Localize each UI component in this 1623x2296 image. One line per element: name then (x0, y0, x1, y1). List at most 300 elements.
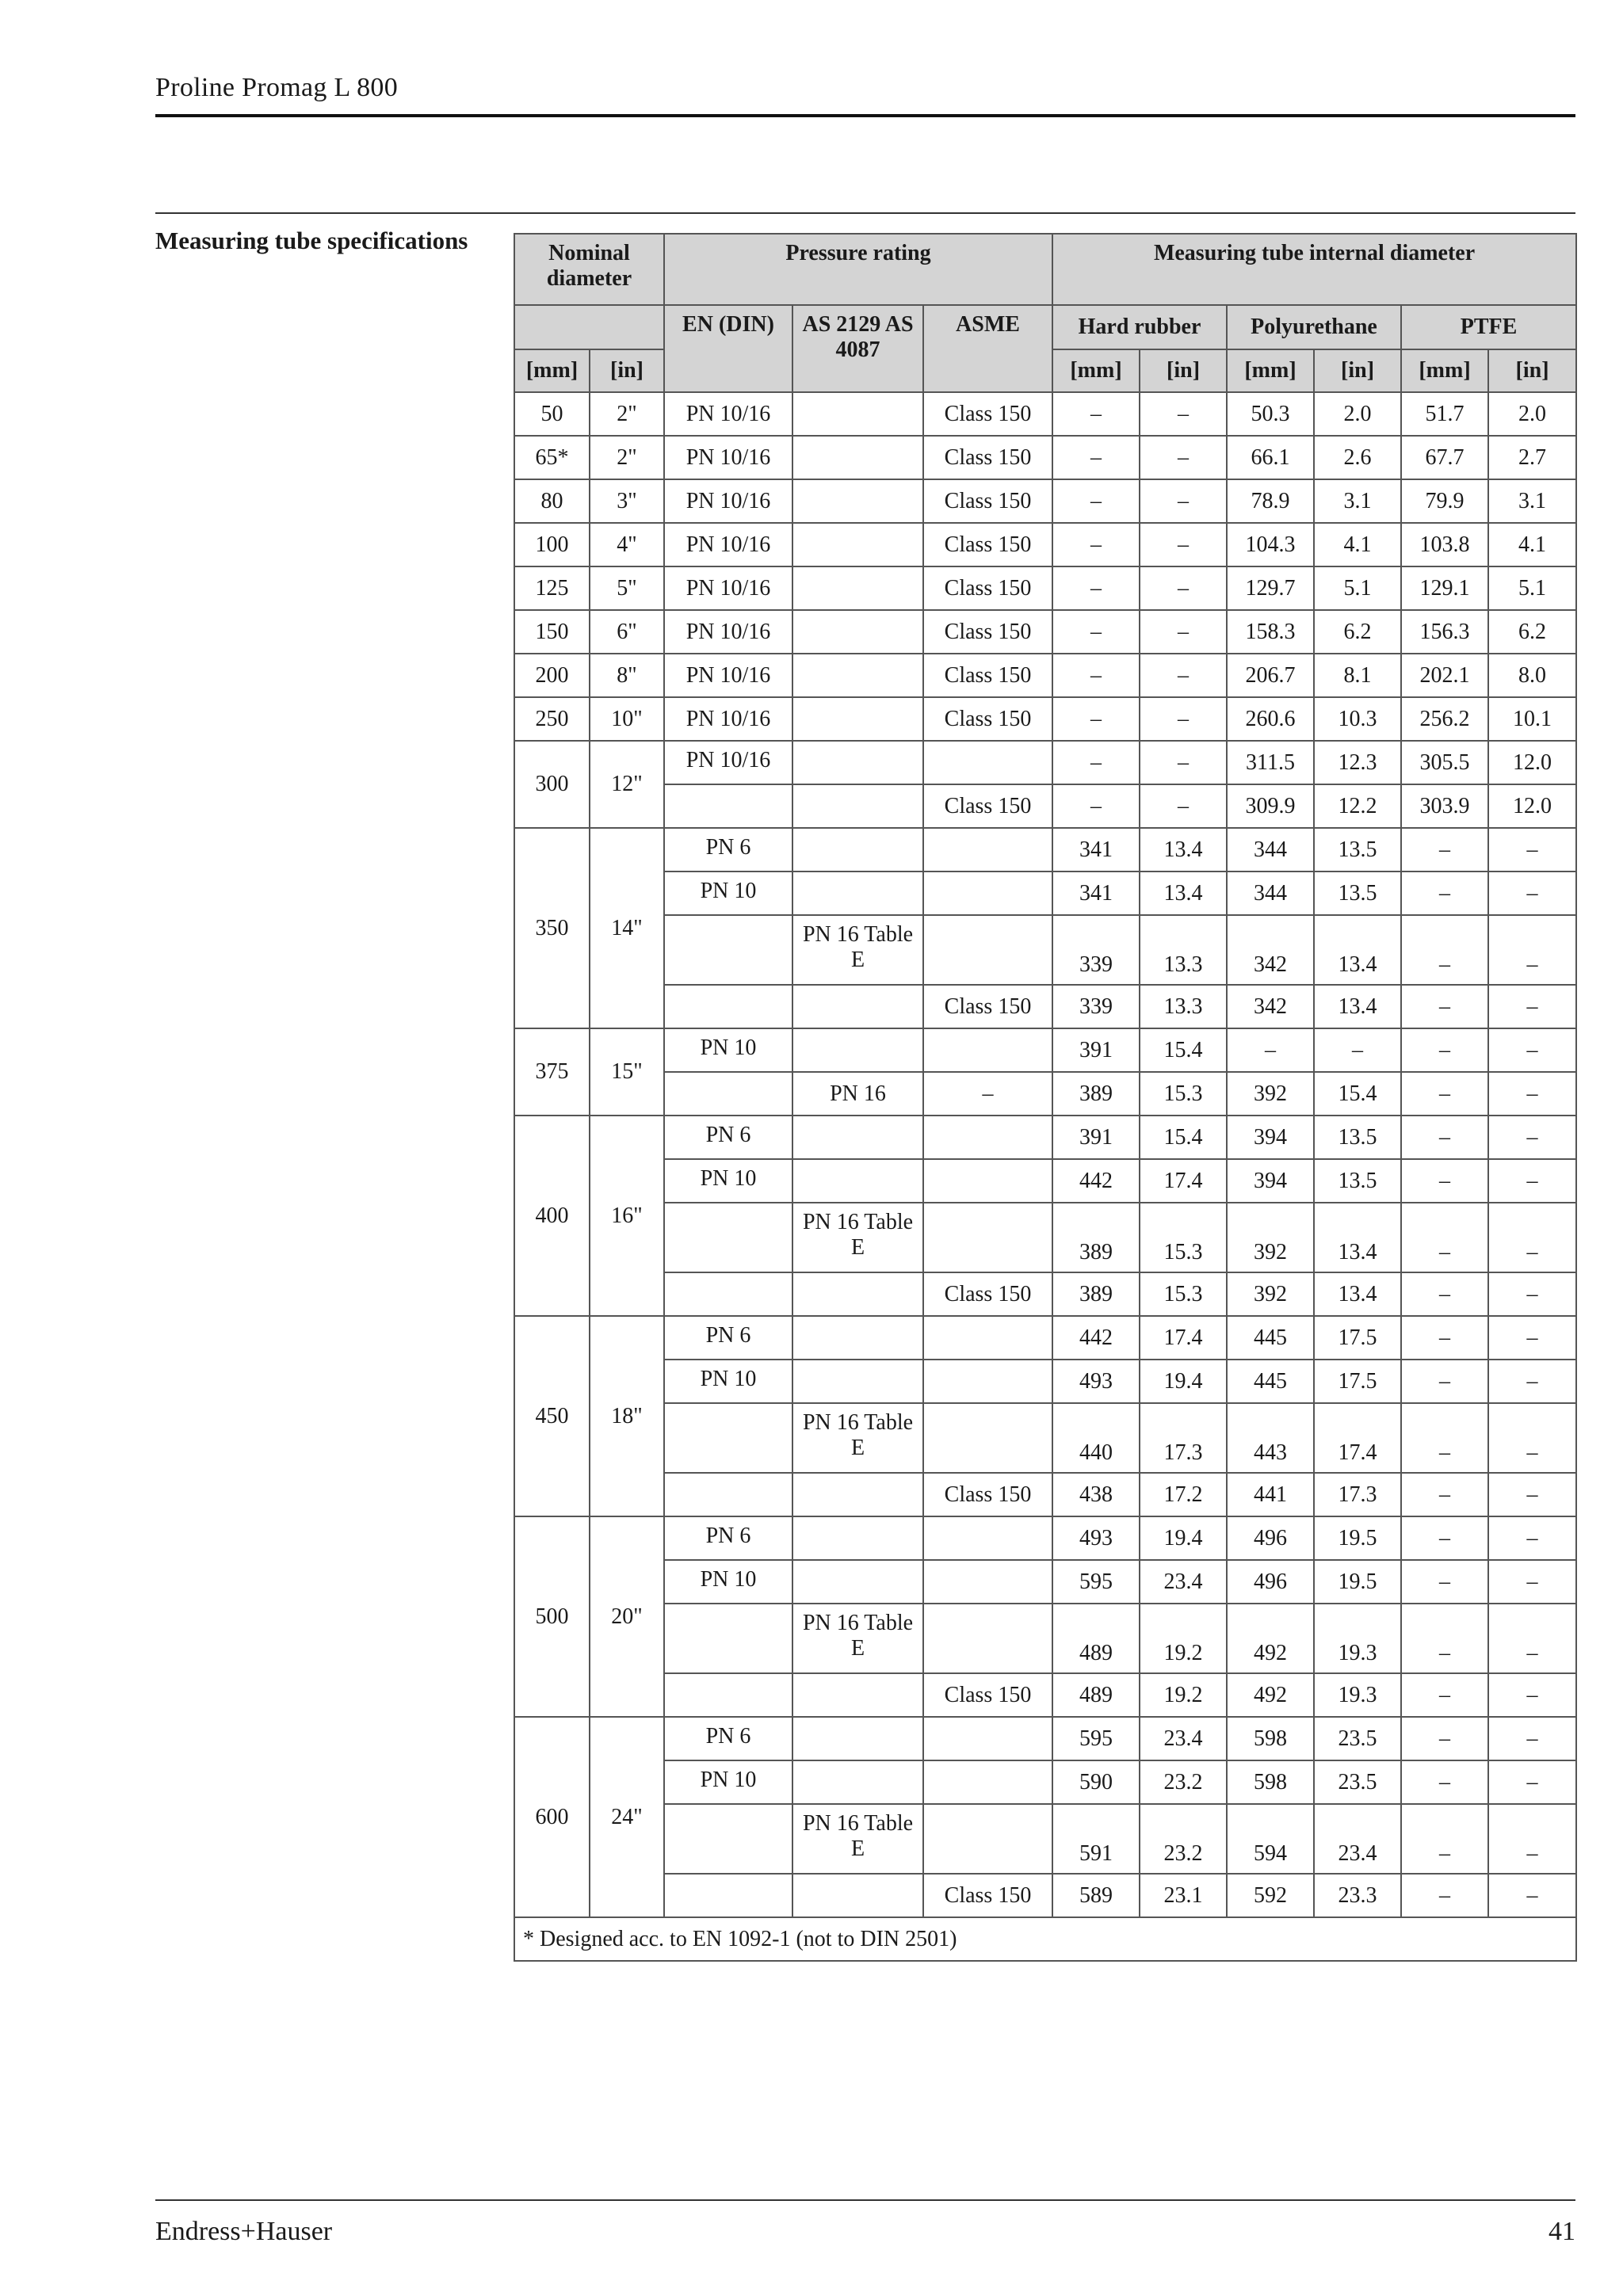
table-cell: 66.1 (1227, 436, 1314, 479)
table-cell: – (1488, 1760, 1576, 1804)
table-row (514, 436, 1576, 479)
table-cell: – (1488, 1116, 1576, 1159)
table-cell (792, 1717, 923, 1760)
table-cell: 3.1 (1314, 479, 1401, 523)
table-cell: 12.0 (1488, 784, 1576, 828)
table-cell: 598 (1227, 1717, 1314, 1760)
table-cell: PN 16 (792, 1072, 923, 1116)
table-cell: – (1488, 1360, 1576, 1403)
table-cell (664, 1804, 792, 1874)
table-cell: – (1488, 1316, 1576, 1360)
table-cell: 342 (1227, 915, 1314, 985)
table-cell (792, 1316, 923, 1360)
header-unit-mm: [mm] (514, 349, 590, 392)
table-row (514, 915, 1576, 985)
table-cell: – (1401, 1760, 1488, 1804)
table-cell: – (923, 1072, 1052, 1116)
table-cell: 23.1 (1140, 1874, 1227, 1917)
table-cell: 13.4 (1314, 1272, 1401, 1316)
table-cell: 23.4 (1140, 1717, 1227, 1760)
table-cell: 13.4 (1140, 828, 1227, 871)
table-cell (923, 828, 1052, 871)
table-cell: 341 (1052, 871, 1140, 915)
table-cell (792, 479, 923, 523)
table-cell: 496 (1227, 1560, 1314, 1604)
table-row (514, 1760, 1576, 1804)
table-cell: – (1401, 1560, 1488, 1604)
table-cell: 339 (1052, 915, 1140, 985)
table-row (514, 871, 1576, 915)
table-cell: PN 10/16 (664, 741, 792, 784)
table-cell: PN 10 (664, 1028, 792, 1072)
table-cell: – (1140, 523, 1227, 566)
table-cell: 17.2 (1140, 1473, 1227, 1516)
table-cell: 13.4 (1314, 915, 1401, 985)
table-cell: Class 150 (923, 566, 1052, 610)
table-cell: – (1488, 1717, 1576, 1760)
table-cell (792, 1272, 923, 1316)
table-cell: 5" (590, 566, 664, 610)
table-cell (923, 1760, 1052, 1804)
table-row (514, 1874, 1576, 1917)
table-cell: Class 150 (923, 1272, 1052, 1316)
table-cell: 389 (1052, 1203, 1140, 1272)
table-cell (923, 1516, 1052, 1560)
table-row (514, 1028, 1576, 1072)
table-cell: 19.3 (1314, 1604, 1401, 1673)
table-cell: 13.5 (1314, 1116, 1401, 1159)
table-cell: – (1140, 784, 1227, 828)
table-cell: 8" (590, 654, 664, 697)
table-cell: – (1401, 1272, 1488, 1316)
table-cell: 12.2 (1314, 784, 1401, 828)
table-cell: 150 (514, 610, 590, 654)
table-cell: 20" (590, 1516, 664, 1717)
table-cell: 129.1 (1401, 566, 1488, 610)
table-cell: 50.3 (1227, 392, 1314, 436)
table-cell (792, 1473, 923, 1516)
table-cell: 12" (590, 741, 664, 828)
table-cell: 13.4 (1314, 985, 1401, 1028)
table-cell: Class 150 (923, 697, 1052, 741)
table-cell: – (1052, 523, 1140, 566)
table-cell: – (1140, 566, 1227, 610)
table-cell: Class 150 (923, 610, 1052, 654)
table-cell: – (1488, 1272, 1576, 1316)
table-cell: 23.4 (1140, 1560, 1227, 1604)
table-cell: PN 10 (664, 1760, 792, 1804)
table-cell: 17.4 (1314, 1403, 1401, 1473)
table-cell: 309.9 (1227, 784, 1314, 828)
table-cell: 492 (1227, 1673, 1314, 1717)
running-header-title: Proline Promag L 800 (155, 73, 398, 102)
table-row (514, 1360, 1576, 1403)
table-cell: – (1401, 1203, 1488, 1272)
table-cell: – (1401, 915, 1488, 985)
table-cell: Class 150 (923, 436, 1052, 479)
table-cell (664, 1473, 792, 1516)
table-cell: PN 10 (664, 1360, 792, 1403)
table-cell: 5.1 (1314, 566, 1401, 610)
table-cell (923, 741, 1052, 784)
table-cell (792, 654, 923, 697)
table-cell: 23.2 (1140, 1760, 1227, 1804)
table-cell: 13.5 (1314, 828, 1401, 871)
table-row (514, 392, 1576, 436)
table-cell: 2" (590, 436, 664, 479)
table-cell: – (1488, 915, 1576, 985)
table-cell: 17.5 (1314, 1360, 1401, 1403)
table-cell (792, 1673, 923, 1717)
table-cell: – (1401, 1072, 1488, 1116)
table-cell (792, 741, 923, 784)
table-row (514, 1272, 1576, 1316)
table-cell (792, 1760, 923, 1804)
table-cell: 598 (1227, 1760, 1314, 1804)
table-cell: 493 (1052, 1516, 1140, 1560)
table-cell: 15.4 (1140, 1028, 1227, 1072)
table-cell: 590 (1052, 1760, 1140, 1804)
header-hard-rubber: Hard rubber (1052, 305, 1227, 349)
table-cell: PN 10/16 (664, 479, 792, 523)
table-cell: 350 (514, 828, 590, 1028)
header-unit-mm: [mm] (1401, 349, 1488, 392)
table-cell (923, 1360, 1052, 1403)
table-cell: 342 (1227, 985, 1314, 1028)
table-cell: PN 10/16 (664, 654, 792, 697)
table-row (514, 654, 1576, 697)
table-row (514, 1516, 1576, 1560)
table-cell: 492 (1227, 1604, 1314, 1673)
table-cell: 450 (514, 1316, 590, 1516)
table-cell (664, 1203, 792, 1272)
table-cell: 3" (590, 479, 664, 523)
table-cell: 158.3 (1227, 610, 1314, 654)
table-cell: 17.3 (1314, 1473, 1401, 1516)
header-unit-in: [in] (1488, 349, 1576, 392)
table-cell (923, 1717, 1052, 1760)
table-cell: PN 6 (664, 1116, 792, 1159)
table-cell: 4.1 (1314, 523, 1401, 566)
table-cell: PN 10/16 (664, 697, 792, 741)
table-cell: – (1488, 828, 1576, 871)
table-footnote: * Designed acc. to EN 1092-1 (not to DIN 2501) (514, 1917, 1576, 1961)
table-cell: 19.4 (1140, 1360, 1227, 1403)
table-cell: 344 (1227, 871, 1314, 915)
table-cell: 17.4 (1140, 1159, 1227, 1203)
table-cell: 394 (1227, 1159, 1314, 1203)
table-cell: 67.7 (1401, 436, 1488, 479)
table-cell: 438 (1052, 1473, 1140, 1516)
table-cell: – (1140, 479, 1227, 523)
table-row (514, 985, 1576, 1028)
table-cell: – (1488, 1028, 1576, 1072)
table-row (514, 828, 1576, 871)
table-cell: 2.0 (1488, 392, 1576, 436)
table-cell: 589 (1052, 1874, 1140, 1917)
header-asme: ASME (923, 305, 1052, 392)
table-cell: – (1401, 1360, 1488, 1403)
table-cell: 6" (590, 610, 664, 654)
header-unit-in: [in] (1140, 349, 1227, 392)
table-cell: 79.9 (1401, 479, 1488, 523)
table-cell: 2.7 (1488, 436, 1576, 479)
table-cell (923, 1116, 1052, 1159)
table-cell: – (1052, 392, 1140, 436)
table-cell: – (1401, 1028, 1488, 1072)
table-header (514, 234, 1576, 392)
table-cell: 129.7 (1227, 566, 1314, 610)
table-cell: 23.5 (1314, 1760, 1401, 1804)
table-row (514, 1316, 1576, 1360)
footer-company: Endress+Hauser (155, 2217, 333, 2246)
table-cell: 15.3 (1140, 1272, 1227, 1316)
table-cell: – (1401, 1604, 1488, 1673)
table-cell (664, 1874, 792, 1917)
header-unit-mm: [mm] (1227, 349, 1314, 392)
table-cell: 250 (514, 697, 590, 741)
table-cell: – (1488, 1560, 1576, 1604)
table-cell: 78.9 (1227, 479, 1314, 523)
table-cell: 17.5 (1314, 1316, 1401, 1360)
table-cell: 2.6 (1314, 436, 1401, 479)
table-cell: – (1052, 784, 1140, 828)
table-cell: – (1401, 1403, 1488, 1473)
table-cell: 10.1 (1488, 697, 1576, 741)
table-cell: Class 150 (923, 985, 1052, 1028)
table-cell: – (1052, 654, 1140, 697)
table-cell: – (1140, 436, 1227, 479)
table-cell (792, 1116, 923, 1159)
table-cell: 445 (1227, 1316, 1314, 1360)
header-unit-in: [in] (1314, 349, 1401, 392)
table-cell (664, 1673, 792, 1717)
table-cell: Class 150 (923, 1473, 1052, 1516)
table-cell: – (1488, 1072, 1576, 1116)
table-cell: – (1401, 1473, 1488, 1516)
table-cell (792, 1560, 923, 1604)
table-cell: 493 (1052, 1360, 1140, 1403)
table-cell: PN 16 Table E (792, 1203, 923, 1272)
table-cell: 23.3 (1314, 1874, 1401, 1917)
table-cell: – (1052, 479, 1140, 523)
header-rule (155, 114, 1575, 117)
table-cell: 16" (590, 1116, 664, 1316)
header-ptfe: PTFE (1401, 305, 1576, 349)
table-cell: 100 (514, 523, 590, 566)
table-cell: 15.4 (1140, 1116, 1227, 1159)
table-cell: 23.4 (1314, 1804, 1401, 1874)
table-cell: – (1052, 566, 1140, 610)
table-cell: – (1401, 1673, 1488, 1717)
table-cell: 600 (514, 1717, 590, 1917)
table-cell: 19.5 (1314, 1516, 1401, 1560)
table-cell: 12.3 (1314, 741, 1401, 784)
table-cell: 65* (514, 436, 590, 479)
table-cell: PN 16 Table E (792, 1804, 923, 1874)
table-cell: 341 (1052, 828, 1140, 871)
header-as: AS 2129 AS 4087 (792, 305, 923, 392)
table-cell: PN 10 (664, 871, 792, 915)
table-cell: 6.2 (1488, 610, 1576, 654)
table-body (514, 392, 1576, 1917)
table-row (514, 610, 1576, 654)
table-cell: 441 (1227, 1473, 1314, 1516)
table-cell: PN 10/16 (664, 523, 792, 566)
table-cell: 311.5 (1227, 741, 1314, 784)
table-cell: 2.0 (1314, 392, 1401, 436)
table-cell: – (1401, 1116, 1488, 1159)
table-row (514, 1804, 1576, 1874)
table-cell: – (1488, 1673, 1576, 1717)
table-cell (923, 1804, 1052, 1874)
table-cell: – (1052, 697, 1140, 741)
table-cell: PN 6 (664, 1316, 792, 1360)
table-cell: 256.2 (1401, 697, 1488, 741)
table-row (514, 523, 1576, 566)
table-cell: 10.3 (1314, 697, 1401, 741)
table-cell: 13.5 (1314, 1159, 1401, 1203)
table-row (514, 1673, 1576, 1717)
table-cell: 15.4 (1314, 1072, 1401, 1116)
table-cell: 13.4 (1140, 871, 1227, 915)
table-cell: 391 (1052, 1116, 1140, 1159)
table-row (514, 784, 1576, 828)
table-cell: 13.5 (1314, 871, 1401, 915)
table-cell: 500 (514, 1516, 590, 1717)
table-cell: PN 10/16 (664, 566, 792, 610)
table-cell: 13.3 (1140, 915, 1227, 985)
table-cell: 19.3 (1314, 1673, 1401, 1717)
table-cell: 15.3 (1140, 1203, 1227, 1272)
table-cell (792, 523, 923, 566)
header-pressure-rating: Pressure rating (664, 234, 1052, 305)
table-cell: 8.0 (1488, 654, 1576, 697)
table-cell: 13.3 (1140, 985, 1227, 1028)
table-cell: 595 (1052, 1717, 1140, 1760)
table-cell: Class 150 (923, 1673, 1052, 1717)
table-row (514, 1717, 1576, 1760)
table-cell: 440 (1052, 1403, 1140, 1473)
table-cell (792, 1874, 923, 1917)
table-cell: 104.3 (1227, 523, 1314, 566)
table-cell: – (1401, 828, 1488, 871)
table-cell: 12.0 (1488, 741, 1576, 784)
table-cell: Class 150 (923, 523, 1052, 566)
table-cell: 392 (1227, 1203, 1314, 1272)
table-cell: – (1488, 1604, 1576, 1673)
table-cell: 24" (590, 1717, 664, 1917)
table-cell: 445 (1227, 1360, 1314, 1403)
table-cell: PN 10/16 (664, 610, 792, 654)
table-cell: 489 (1052, 1673, 1140, 1717)
table-row (514, 1072, 1576, 1116)
table-cell: 15.3 (1140, 1072, 1227, 1116)
table-cell: 443 (1227, 1403, 1314, 1473)
table-cell: 202.1 (1401, 654, 1488, 697)
table-cell: – (1401, 1159, 1488, 1203)
section-rule (155, 212, 1575, 214)
table-cell: – (1052, 741, 1140, 784)
table-cell (923, 1159, 1052, 1203)
footer-rule (155, 2199, 1575, 2201)
table-cell: 400 (514, 1116, 590, 1316)
table-cell: – (1052, 610, 1140, 654)
header-nominal-diameter: Nominal diameter (514, 234, 664, 305)
table-cell: Class 150 (923, 1874, 1052, 1917)
table-cell (923, 1316, 1052, 1360)
table-cell (792, 566, 923, 610)
table-cell: – (1140, 392, 1227, 436)
table-cell (664, 915, 792, 985)
table-cell (792, 436, 923, 479)
table-cell: 391 (1052, 1028, 1140, 1072)
table-cell (923, 871, 1052, 915)
table-cell (792, 610, 923, 654)
table-cell: PN 10/16 (664, 392, 792, 436)
table-cell: 2" (590, 392, 664, 436)
table-cell: 18" (590, 1316, 664, 1516)
table-cell: 156.3 (1401, 610, 1488, 654)
table-cell (792, 985, 923, 1028)
table-cell: PN 10 (664, 1560, 792, 1604)
table-cell: 17.3 (1140, 1403, 1227, 1473)
table-cell: PN 10 (664, 1159, 792, 1203)
table-cell: 305.5 (1401, 741, 1488, 784)
table-cell: 6.2 (1314, 610, 1401, 654)
table-row (514, 1473, 1576, 1516)
table-cell: PN 16 Table E (792, 1403, 923, 1473)
section-title: Measuring tube specifications (155, 227, 468, 254)
table-cell (923, 915, 1052, 985)
table-row (514, 1159, 1576, 1203)
table-cell: 200 (514, 654, 590, 697)
table-cell: PN 6 (664, 1516, 792, 1560)
table-row (514, 741, 1576, 784)
table-cell: 206.7 (1227, 654, 1314, 697)
table-cell: 13.4 (1314, 1203, 1401, 1272)
table-cell (792, 871, 923, 915)
table-cell: – (1488, 1403, 1576, 1473)
table-cell (923, 1604, 1052, 1673)
table-cell: 489 (1052, 1604, 1140, 1673)
table-cell: 389 (1052, 1072, 1140, 1116)
table-cell: PN 10/16 (664, 436, 792, 479)
table-cell (664, 985, 792, 1028)
table-cell (792, 1159, 923, 1203)
table-cell: – (1488, 985, 1576, 1028)
table-row (514, 697, 1576, 741)
table-row (514, 566, 1576, 610)
table-cell (664, 784, 792, 828)
table-row (514, 479, 1576, 523)
table-cell: – (1401, 1717, 1488, 1760)
table-cell: 17.4 (1140, 1316, 1227, 1360)
header-internal-diameter: Measuring tube internal diameter (1052, 234, 1576, 305)
table-cell: – (1314, 1028, 1401, 1072)
table-cell: – (1140, 610, 1227, 654)
header-en-din: EN (DIN) (664, 305, 792, 392)
table-cell: 442 (1052, 1316, 1140, 1360)
table-cell (792, 392, 923, 436)
table-cell: 591 (1052, 1804, 1140, 1874)
table-cell: – (1488, 1516, 1576, 1560)
table-cell: 260.6 (1227, 697, 1314, 741)
table-cell: – (1488, 1473, 1576, 1516)
table-cell: 19.4 (1140, 1516, 1227, 1560)
table-cell: Class 150 (923, 479, 1052, 523)
table-cell (923, 1560, 1052, 1604)
